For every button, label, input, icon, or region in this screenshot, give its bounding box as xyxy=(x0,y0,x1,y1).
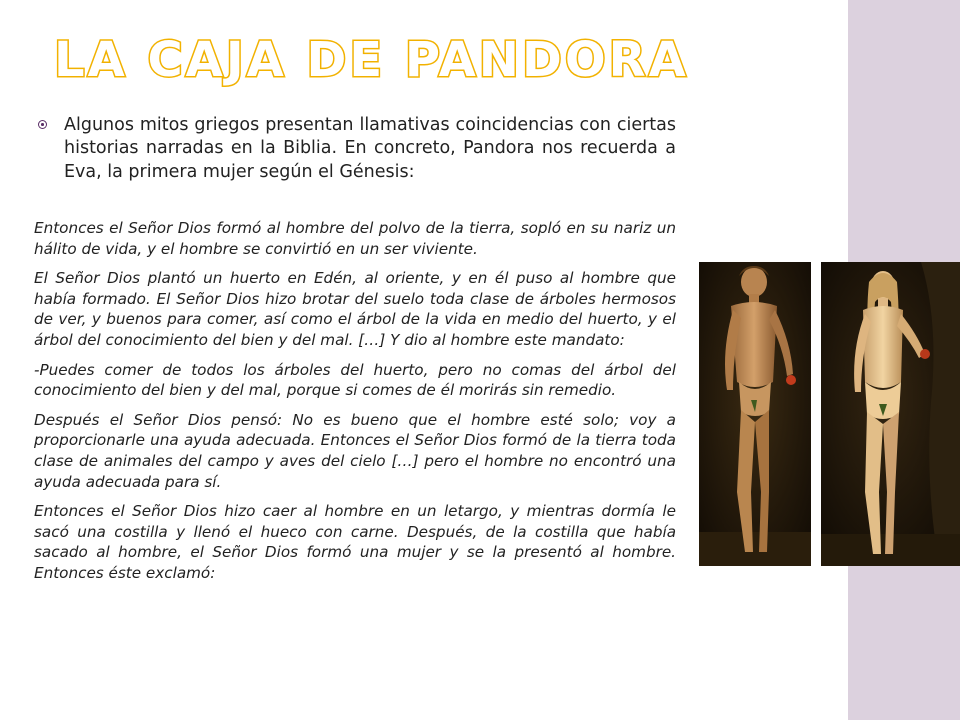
quote-paragraph: Después el Señor Dios pensó: No es bueno que el hombre esté solo; voy a proporcionarle una ayuda adecuada. Entonces el Señor Dios formó de la tierra toda clase de animales del campo y aves del cielo […] pero el hombre no encontró una ayuda adecuada para sí. xyxy=(34,410,676,491)
adam-panel xyxy=(699,262,811,566)
eve-panel xyxy=(821,262,960,566)
slide-title: LA CAJA DE PANDORA xyxy=(54,32,689,88)
bullet-icon xyxy=(38,120,47,129)
intro-bullet xyxy=(34,114,676,184)
quote-paragraph: Entonces el Señor Dios formó al hombre del polvo de la tierra, sopló en su nariz un hálito de vida, y el hombre se convirtió en un ser viviente. xyxy=(34,219,676,258)
bible-quotes xyxy=(34,218,676,593)
intro-text: Algunos mitos griegos presentan llamativas coincidencias con ciertas historias narradas en la Biblia. En concreto, Pandora nos recuerda a Eva, la primera mujer según el Génesis: xyxy=(64,115,676,182)
quote-paragraph: -Puedes comer de todos los árboles del huerto, pero no comas del árbol del conocimiento del bien y del mal, porque si comes de él morirás sin remedio. xyxy=(34,360,676,400)
quote-paragraph: Entonces el Señor Dios hizo caer al hombre en un letargo, y mientras dormía le sacó una costilla y llenó el hueco con carne. Después, de la costilla que había sacado al hombre, el Señor Dios formó una mujer y se la presentó al hombre. Entonces éste exclamó: xyxy=(34,502,676,582)
quote-paragraph: El Señor Dios plantó un huerto en Edén, al oriente, y en él puso al hombre que había formado. El Señor Dios hizo brotar del suelo toda clase de árboles hermosos de ver, y buenos para comer, así como el árbol de la vida en medio del huerto, y el árbol del conocimiento del bien y del mal. […] Y dio al hombre este mandato: xyxy=(34,269,676,349)
adam-and-eve-painting xyxy=(699,262,960,566)
